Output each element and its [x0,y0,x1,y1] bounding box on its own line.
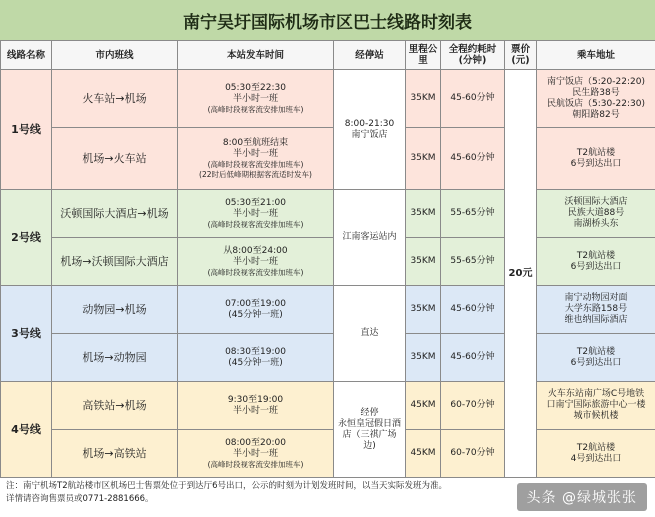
via-stop-cell [334,286,406,382]
distance-cell: 45KM [406,430,441,478]
schedule-cell [178,128,334,190]
schedule-line: 08:30至19:00 [225,346,286,357]
schedule-cell [178,430,334,478]
schedule-line: 8:00至航班结束 [222,137,289,148]
header-route: 市内班线 [52,41,178,70]
distance-cell: 45KM [406,382,441,430]
footnote-line: 详情请咨询售票员或0771-2881666。 [6,494,154,504]
header-line: 线路名称 [1,41,52,70]
duration-cell: 60-70分钟 [441,382,505,430]
route-cell: 沃顿国际大酒店→机场 [52,190,178,238]
route-cell: 机场→火车站 [52,128,178,190]
line-name: 3号线 [1,286,52,382]
via-stop-line: 南宁饭店 [351,129,388,140]
schedule-line: 半小时一班 [232,148,278,159]
fare-cell: 20元 [505,70,537,478]
schedule-line: (45分钟一班) [228,309,283,320]
duration-cell: 55-65分钟 [441,238,505,286]
route-cell: 机场→高铁站 [52,430,178,478]
address-cell [537,286,655,334]
schedule-note: (高峰时段视客流安排加班车) [207,219,304,229]
address-line: T2航站楼 [576,346,616,357]
schedule-line: (45分钟一班) [228,357,283,368]
distance-cell: 35KM [406,238,441,286]
table-row [1,382,655,430]
address-line: 维也纳国际酒店 [564,315,628,325]
schedule-line: 半小时一班 [232,405,278,416]
header-fare: 票价(元) [505,41,537,70]
schedule-line: 05:30至22:30 [225,82,286,93]
line-name: 2号线 [1,190,52,286]
schedule-note: (22时后低峰期根据客流适时发车) [199,169,312,179]
via-stop-cell [334,382,406,478]
schedule-line: 半小时一班 [232,448,278,459]
schedule-line: 半小时一班 [232,208,278,219]
schedule-note: (高峰时段视客流安排加班车) [207,459,304,469]
table-row [1,128,655,190]
address-cell [537,334,655,382]
schedule-line: 08:00至20:00 [225,437,286,448]
via-stop-line: 永恒皇冠假日酒 [337,418,401,429]
schedule-line: 半小时一班 [232,256,278,267]
schedule-cell [178,190,334,238]
address-cell [537,70,655,128]
schedule-note: (高峰时段视客流安排加班车) [207,159,304,169]
address-line: 民族大道88号 [567,208,625,218]
distance-cell: 35KM [406,70,441,128]
schedule-line: 半小时一班 [232,93,278,104]
address-line: 6号到达出口 [570,158,622,169]
table-row [1,190,655,238]
footnote-line: 注：南宁机场T2航站楼市区机场巴士售票处位于到达厅6号出口，公示的时刻为计划发班时间，以当天实际发班为准。 [6,481,448,491]
address-line: 南宁饭店（5:20-22:20) [547,76,645,87]
table-row [1,430,655,478]
distance-cell: 35KM [406,334,441,382]
address-line: 6号到达出口 [570,261,622,272]
via-stop-line: 经停 [360,407,379,418]
header-address: 乘车地址 [537,41,655,70]
schedule-line: 05:30至21:00 [225,197,286,208]
address-line: T2航站楼 [576,442,616,453]
address-line: T2航站楼 [576,250,616,261]
table-row [1,334,655,382]
address-line: 6号到达出口 [570,357,622,368]
via-stop-line: 直达 [360,328,379,338]
address-cell [537,238,655,286]
schedule-cell [178,238,334,286]
via-stop-line: 边) [363,440,376,451]
address-line: 南宁动物园对面 [564,293,628,303]
duration-cell: 45-60分钟 [441,286,505,334]
address-line: 南湖桥头东 [573,219,619,229]
schedule-line: 07:00至19:00 [225,298,286,309]
address-cell [537,190,655,238]
via-stop-line: 江南客运站内 [342,232,397,242]
address-cell [537,382,655,430]
address-line: 沃顿国际大酒店 [564,197,628,207]
address-line: 4号到达出口 [570,453,622,464]
address-line: 大学东路158号 [564,304,628,314]
schedule-cell [178,286,334,334]
watermark: 头条 @绿城张张 [517,483,647,511]
route-cell: 机场→动物园 [52,334,178,382]
address-line: T2航站楼 [576,147,616,158]
address-cell [537,128,655,190]
header-times: 本站发车时间 [178,41,334,70]
table-row [1,286,655,334]
address-line: 火车东站南广场C号地铁 [547,389,645,399]
schedule-cell [178,334,334,382]
route-cell: 动物园→机场 [52,286,178,334]
header-km: 里程公里 [406,41,441,70]
address-line: 城市候机楼 [573,411,619,421]
duration-cell: 45-60分钟 [441,128,505,190]
via-stop-line: 店（三祺广场 [342,429,397,440]
address-line: 朝阳路82号 [572,109,620,120]
via-stop-cell [334,70,406,190]
address-line: 口南宁国际旅游中心一楼 [546,400,646,410]
schedule-cell [178,382,334,430]
duration-cell: 60-70分钟 [441,430,505,478]
timetable [0,40,655,478]
schedule-cell [178,70,334,128]
schedule-line: 9:30至19:00 [227,394,284,405]
timetable-body [1,70,655,478]
line-name: 1号线 [1,70,52,190]
page-title: 南宁吴圩国际机场市区巴士线路时刻表 [0,0,655,41]
duration-cell: 45-60分钟 [441,70,505,128]
address-line: 民生路38号 [572,87,620,98]
distance-cell: 35KM [406,286,441,334]
schedule-note: (高峰时段视客流安排加班车) [207,104,304,114]
table-row [1,70,655,128]
via-stop-line: 8:00-21:30 [344,118,395,129]
distance-cell: 35KM [406,128,441,190]
schedule-note: (高峰时段视客流安排加班车) [207,267,304,277]
schedule-line: 从8:00至24:00 [223,245,288,256]
header-row [1,41,655,70]
via-stop-cell [334,190,406,286]
route-cell: 机场→沃顿国际大酒店 [52,238,178,286]
header-via: 经停站 [334,41,406,70]
duration-cell: 55-65分钟 [441,190,505,238]
route-cell: 火车站→机场 [52,70,178,128]
route-cell: 高铁站→机场 [52,382,178,430]
address-line: 民航饭店（5:30-22:30) [547,98,645,109]
table-row [1,238,655,286]
duration-cell: 45-60分钟 [441,334,505,382]
line-name: 4号线 [1,382,52,478]
distance-cell: 35KM [406,190,441,238]
address-cell [537,430,655,478]
header-duration: 全程约耗时(分钟) [441,41,505,70]
